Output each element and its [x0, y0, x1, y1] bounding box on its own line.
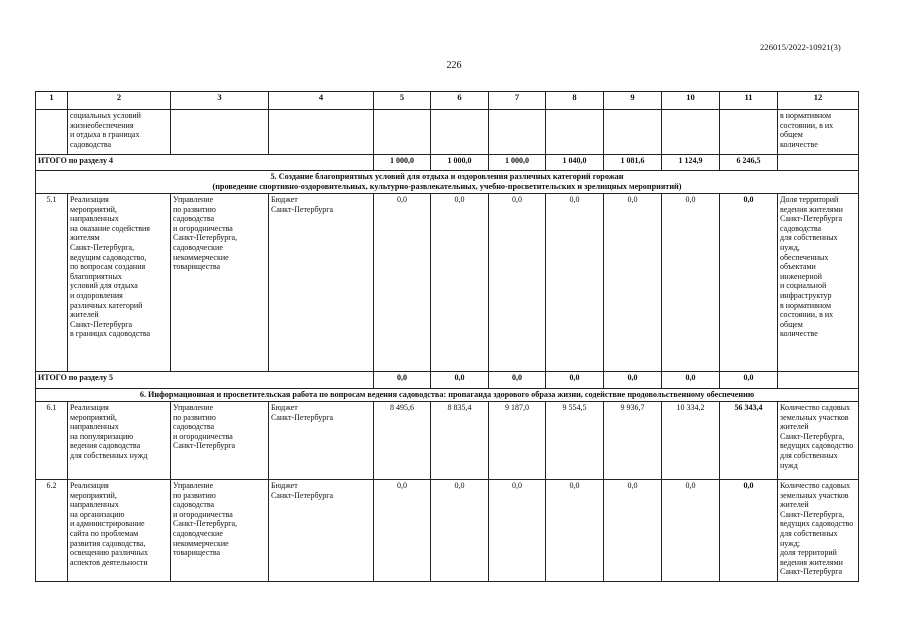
- program-table: [35, 91, 859, 582]
- total-value: 0,0: [662, 372, 720, 389]
- section-6-title: 6. Информационная и просветительская работа по вопросам ведения садоводства: пропаганда здорового образа жизни, содействие продовольственному обеспечению: [36, 389, 859, 402]
- row-number-cell: 5.1: [36, 194, 68, 372]
- value-cell: 0,0: [604, 194, 662, 372]
- value-cell: [720, 110, 778, 155]
- source-cell: Бюджет Санкт-Петербурга: [269, 194, 374, 372]
- total-value: 1 081,6: [604, 155, 662, 171]
- value-cell: [604, 110, 662, 155]
- value-cell: [489, 110, 546, 155]
- value-cell: 10 334,2: [662, 402, 720, 480]
- value-cell: [546, 110, 604, 155]
- header-cell: 10: [662, 92, 720, 110]
- table-row-5-1: [36, 194, 859, 372]
- section-5-title: 5. Создание благоприятных условий для отдыха и оздоровления различных категорий горожан (проведение спортивно-оздоровительных, культурно-развлекательных, учебно-просветительских и зрелищных мероприятий): [36, 171, 859, 194]
- header-cell: 7: [489, 92, 546, 110]
- total-value: 0,0: [374, 372, 431, 389]
- row-number-cell: 6.2: [36, 480, 68, 582]
- document-number: 226015/2022-10921(3): [760, 42, 841, 52]
- value-cell: 0,0: [546, 194, 604, 372]
- header-cell: 4: [269, 92, 374, 110]
- header-cell: 2: [68, 92, 171, 110]
- value-cell: 0,0: [662, 194, 720, 372]
- row-number-cell: 6.1: [36, 402, 68, 480]
- total-label: ИТОГО по разделу 4: [36, 155, 374, 171]
- header-cell: 8: [546, 92, 604, 110]
- value-cell: 8 495,6: [374, 402, 431, 480]
- value-cell: 0,0: [546, 480, 604, 582]
- value-cell: 0,0: [604, 480, 662, 582]
- indicator-cell: Количество садовых земельных участков жителей Санкт-Петербурга, ведущих садоводство для собственных нужд: [778, 402, 859, 480]
- header-row: [36, 92, 859, 110]
- source-cell: [269, 110, 374, 155]
- total-value: 1 000,0: [374, 155, 431, 171]
- value-cell: [662, 110, 720, 155]
- value-cell: 0,0: [431, 194, 489, 372]
- table-row-6-1: [36, 402, 859, 480]
- executor-cell: Управление по развитию садоводства и огородничества Санкт-Петербурга, садоводческие некоммерческие товарищества: [171, 480, 269, 582]
- total-value: 1 000,0: [431, 155, 489, 171]
- value-cell: 0,0: [374, 194, 431, 372]
- header-cell: 9: [604, 92, 662, 110]
- executor-cell: [171, 110, 269, 155]
- value-cell: 9 554,5: [546, 402, 604, 480]
- total-value: 0,0: [431, 372, 489, 389]
- measure-name-cell: социальных условий жизнеобеспечения и отдыха в границах садоводства: [68, 110, 171, 155]
- value-cell: [431, 110, 489, 155]
- total-empty-cell: [778, 155, 859, 171]
- measure-name-cell: Реализация мероприятий, направленных на организацию и администрирование сайта по проблемам развития садоводства, освещению различных аспектов деятельности: [68, 480, 171, 582]
- value-cell: 8 835,4: [431, 402, 489, 480]
- source-cell: Бюджет Санкт-Петербурга: [269, 480, 374, 582]
- header-cell: 12: [778, 92, 859, 110]
- total-row-section-5: [36, 372, 859, 389]
- indicator-cell: Доля территорий ведения жителями Санкт-Петербурга садоводства для собственных нужд, обеспеченных объектами инженерной и социальной инфраструктур в нормативном состоянии, в их общем количестве: [778, 194, 859, 372]
- indicator-cell: Количество садовых земельных участков жителей Санкт-Петербурга, ведущих садоводство для собственных нужд; доля территорий ведения жителями Санкт-Петербурга: [778, 480, 859, 582]
- value-cell: 0,0: [431, 480, 489, 582]
- table-row-6-2: [36, 480, 859, 582]
- header-cell: 6: [431, 92, 489, 110]
- executor-cell: Управление по развитию садоводства и огородничества Санкт-Петербурга, садоводческие некоммерческие товарищества: [171, 194, 269, 372]
- value-cell: 0,0: [662, 480, 720, 582]
- value-cell: 0,0: [374, 480, 431, 582]
- total-value: 0,0: [604, 372, 662, 389]
- value-cell: 0,0: [489, 480, 546, 582]
- total-value: 1 000,0: [489, 155, 546, 171]
- value-cell: 9 936,7: [604, 402, 662, 480]
- total-empty-cell: [778, 372, 859, 389]
- total-value: 6 246,5: [720, 155, 778, 171]
- section-5-row: [36, 171, 859, 194]
- value-cell: 0,0: [720, 194, 778, 372]
- header-cell: 3: [171, 92, 269, 110]
- total-value: 0,0: [489, 372, 546, 389]
- value-cell: [374, 110, 431, 155]
- value-cell: 0,0: [720, 480, 778, 582]
- total-value: 1 040,0: [546, 155, 604, 171]
- indicator-cell: в нормативном состоянии, в их общем количестве: [778, 110, 859, 155]
- value-cell: 9 187,0: [489, 402, 546, 480]
- measure-name-cell: Реализация мероприятий, направленных на оказание содействия жителям Санкт-Петербурга, ведущим садоводство, по вопросам создания благоприятных условий для отдыха и оздоровления различных категорий жителей Санкт-Петербурга в границах садоводства: [68, 194, 171, 372]
- value-cell: 56 343,4: [720, 402, 778, 480]
- total-value: 0,0: [720, 372, 778, 389]
- source-cell: Бюджет Санкт-Петербурга: [269, 402, 374, 480]
- table-row: [36, 110, 859, 155]
- header-cell: 11: [720, 92, 778, 110]
- header-cell: 5: [374, 92, 431, 110]
- header-cell: 1: [36, 92, 68, 110]
- total-label: ИТОГО по разделу 5: [36, 372, 374, 389]
- measure-name-cell: Реализация мероприятий, направленных на популяризацию ведения садоводства для собственных нужд: [68, 402, 171, 480]
- total-row-section-4: [36, 155, 859, 171]
- total-value: 1 124,9: [662, 155, 720, 171]
- section-6-row: [36, 389, 859, 402]
- value-cell: 0,0: [489, 194, 546, 372]
- row-number-cell: [36, 110, 68, 155]
- executor-cell: Управление по развитию садоводства и огородничества Санкт-Петербурга: [171, 402, 269, 480]
- page-number: 226: [446, 60, 462, 71]
- total-value: 0,0: [546, 372, 604, 389]
